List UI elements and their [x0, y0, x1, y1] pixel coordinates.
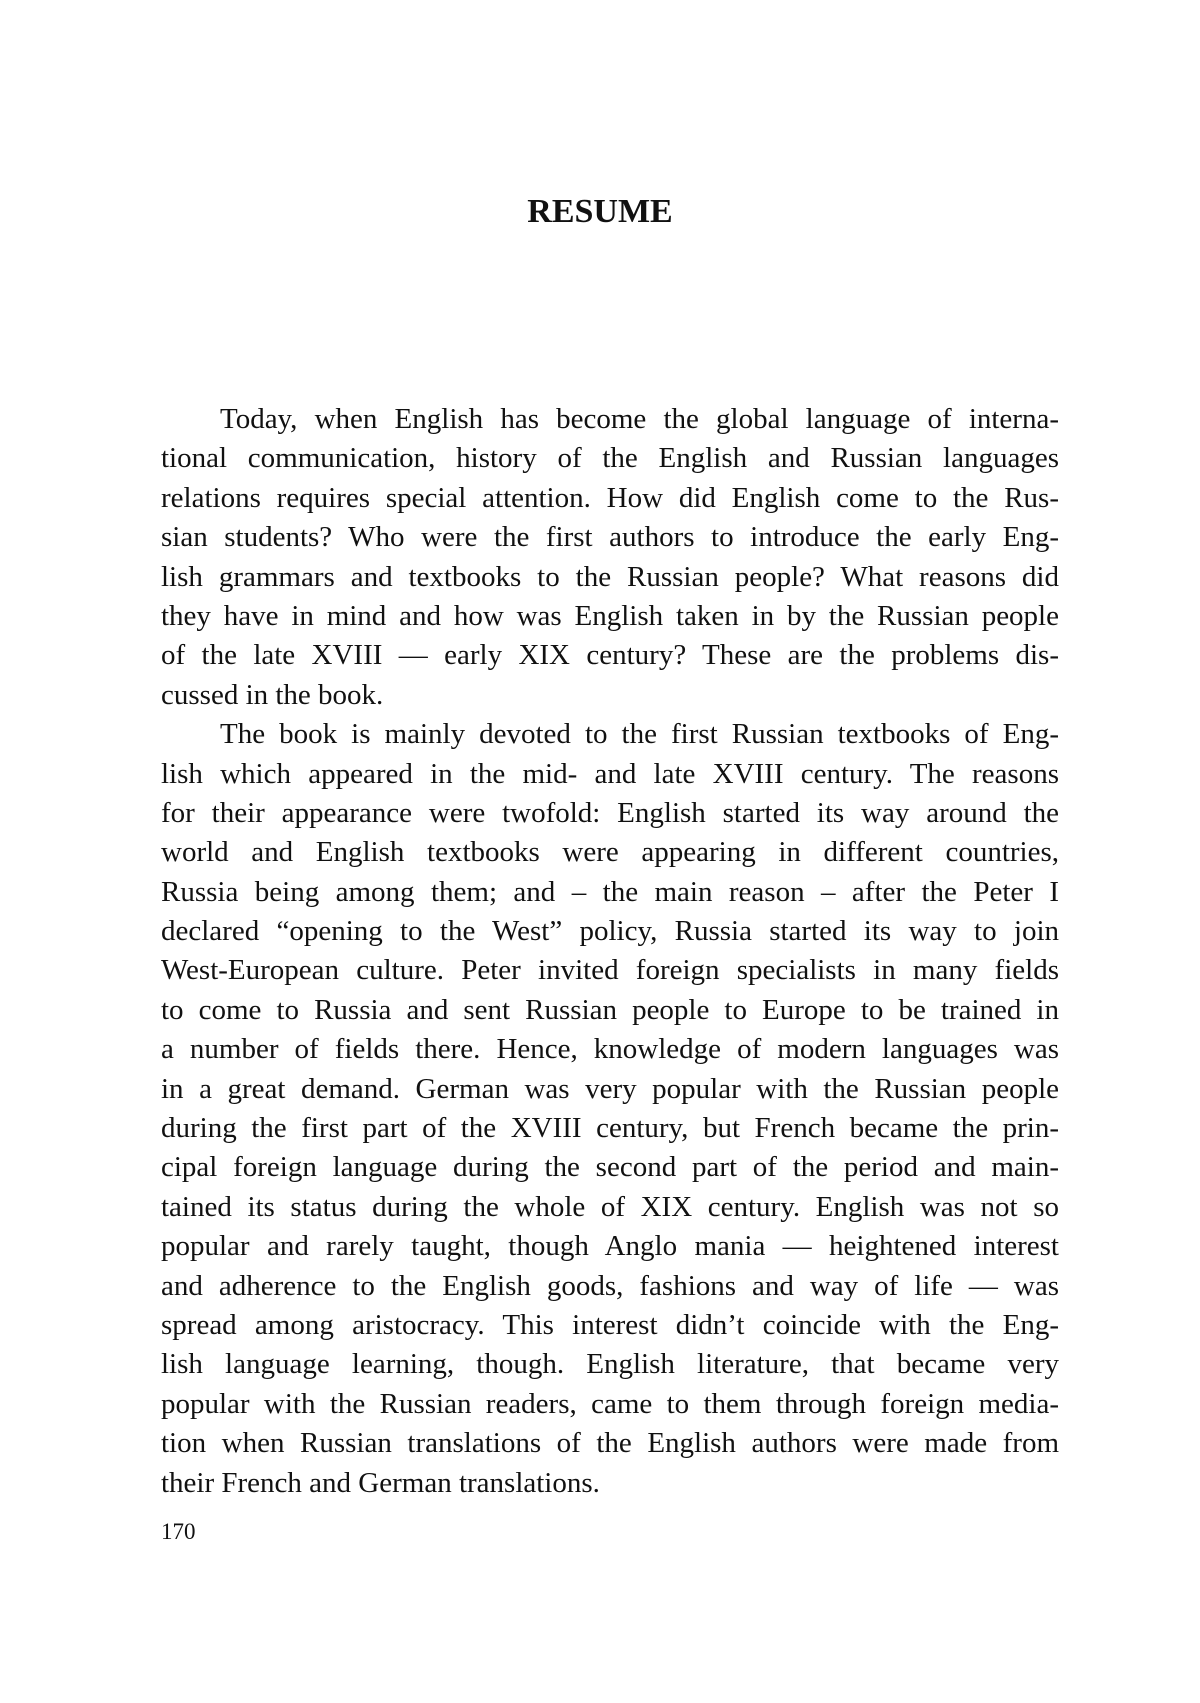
text-line: tion when Russian translations of the English authors were made from [161, 1427, 1059, 1460]
text-line: to come to Russia and sent Russian people to Europe to be trained in [161, 993, 1059, 1026]
body-text [161, 400, 1059, 1503]
text-line: declared “opening to the West” policy, Russia started its way to join [161, 915, 1059, 948]
text-line: lish which appeared in the mid- and late XVIII century. The reasons [161, 757, 1059, 790]
text-line: Russia being among them; and – the main reason – after the Peter I [161, 875, 1059, 908]
text-line: popular and rarely taught, though Anglo mania — heightened interest [161, 1230, 1059, 1263]
text-line: tained its status during the whole of XIX century. English was not so [161, 1190, 1059, 1223]
text-line: sian students? Who were the first authors to introduce the early Eng- [161, 521, 1059, 554]
text-line: in a great demand. German was very popular with the Russian people [161, 1072, 1059, 1105]
text-line: West-European culture. Peter invited foreign specialists in many fields [161, 954, 1059, 987]
text-line: of the late XVIII — early XIX century? These are the problems dis- [161, 639, 1059, 672]
text-line: popular with the Russian readers, came to them through foreign media- [161, 1387, 1059, 1420]
text-line: spread among aristocracy. This interest didn’t coincide with the Eng- [161, 1308, 1059, 1341]
text-line: during the first part of the XVIII century, but French became the prin- [161, 1112, 1059, 1145]
text-line: tional communication, history of the English and Russian languages [161, 442, 1059, 475]
text-line: relations requires special attention. How did English come to the Rus- [161, 481, 1059, 514]
paragraph-textbooks [161, 715, 1059, 1503]
text-line: world and English textbooks were appearing in different countries, [161, 836, 1059, 869]
text-line: cipal foreign language during the second part of the period and main- [161, 1151, 1059, 1184]
text-line: lish grammars and textbooks to the Russian people? What reasons did [161, 560, 1059, 593]
text-line: The book is mainly devoted to the first Russian textbooks of Eng- [220, 718, 1059, 751]
text-line: a number of fields there. Hence, knowledge of modern languages was [161, 1033, 1059, 1066]
text-line: Today, when English has become the global language of interna- [220, 403, 1059, 435]
text-line: for their appearance were twofold: English started its way around the [161, 796, 1059, 829]
text-line: and adherence to the English goods, fashions and way of life — was [161, 1269, 1059, 1302]
text-line: cussed in the book. [161, 678, 384, 711]
page-number: 170 [161, 1519, 196, 1544]
text-line: their French and German translations. [161, 1466, 600, 1499]
page-title: RESUME [527, 193, 673, 230]
paragraph-intro [161, 400, 1059, 715]
text-line: lish language learning, though. English literature, that became very [161, 1348, 1059, 1381]
text-line: they have in mind and how was English taken in by the Russian people [161, 599, 1059, 632]
